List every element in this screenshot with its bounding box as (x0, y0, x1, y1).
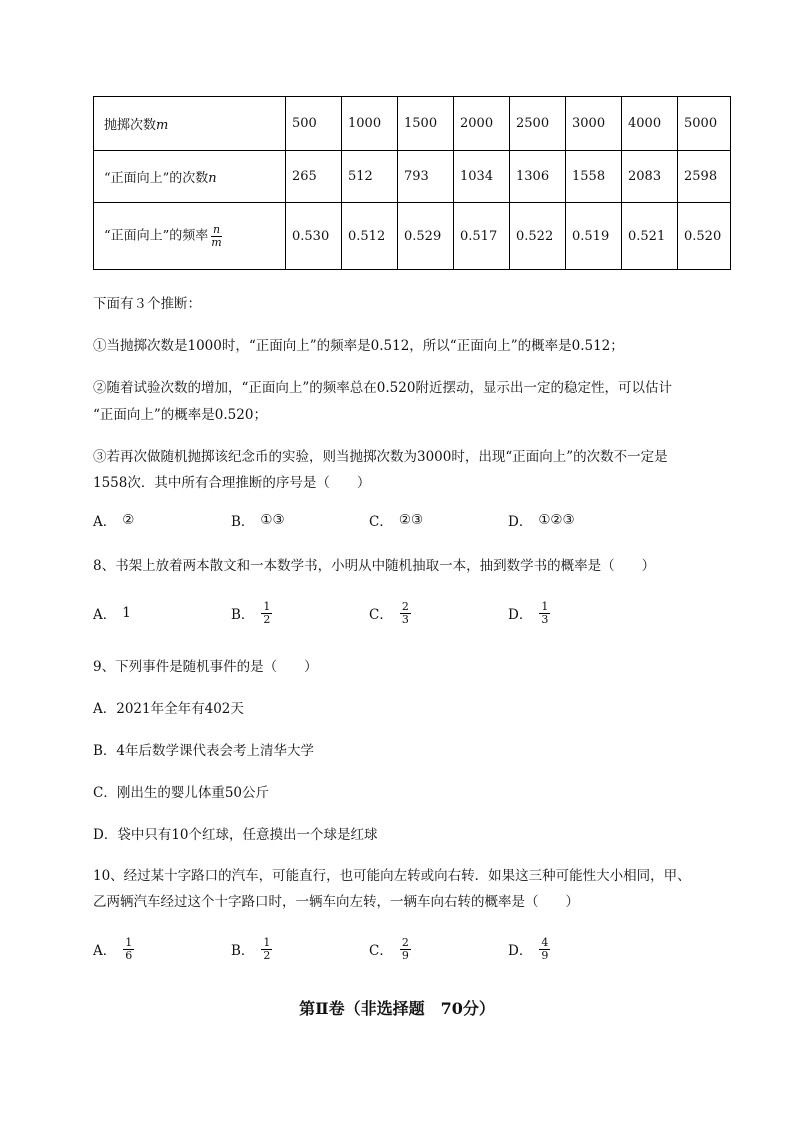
q8-option-a[interactable] (93, 596, 131, 630)
heads-cell: 793 (398, 151, 454, 203)
option-letter: B． (231, 943, 255, 959)
q9-option-a[interactable]: A．2021年全年有402天 (93, 701, 244, 717)
coin-toss-table (93, 96, 731, 270)
q8-option-c[interactable] (369, 596, 412, 630)
q7-option-b[interactable] (231, 503, 285, 537)
q7-inference-3a: ③若再次做随机抛掷该纪念币的实验，则当抛掷次数为3000时，出现“正面向上”的次数不一定是 (93, 449, 668, 465)
option-letter: A． (93, 943, 117, 959)
option-letter: D． (508, 943, 533, 959)
row-header-throws (94, 97, 286, 151)
var-m: m (156, 118, 169, 133)
fraction (261, 937, 272, 961)
fraction-numerator: 2 (401, 599, 409, 613)
table-row-heads (94, 151, 731, 203)
fraction (400, 937, 411, 961)
section-title: 第Ⅱ卷（非选择题 70分） (299, 999, 495, 1018)
fraction-denominator: 3 (541, 612, 549, 626)
table-row-throws (94, 97, 731, 151)
q10-stem-line-2: 乙两辆汽车经过这个十字路口时，一辆车向左转，一辆车向右转的概率是（ ） (93, 894, 579, 910)
heads-cell: 512 (342, 151, 398, 203)
row-header-frequency (94, 203, 286, 270)
throws-cell: 5000 (678, 97, 731, 151)
option-letter: C． (369, 607, 393, 623)
throws-cell: 2500 (510, 97, 566, 151)
option-letter: A． (93, 514, 117, 530)
fraction-denominator: 2 (263, 612, 271, 626)
fraction-numerator: 4 (541, 935, 549, 949)
option-letter: D． (508, 514, 533, 530)
fraction-n-over-m (209, 224, 223, 248)
q7-option-c[interactable] (369, 503, 423, 537)
fraction-denominator: 9 (541, 948, 549, 962)
option-text: ② (122, 512, 135, 528)
option-text: ①③ (260, 512, 285, 528)
q9-option-b[interactable]: B．4年后数学课代表会考上清华大学 (93, 743, 315, 759)
option-text: ②③ (398, 512, 424, 528)
var-n: n (208, 171, 217, 186)
fraction-numerator: 1 (263, 599, 271, 613)
q7-option-d[interactable] (508, 503, 575, 537)
fraction (261, 601, 272, 625)
option-letter: C． (369, 943, 393, 959)
fraction-numerator: 2 (401, 935, 409, 949)
fraction-denominator: 9 (401, 948, 409, 962)
q7-inference-1: ①当抛掷次数是1000时，“正面向上”的频率是0.512，所以“正面向上”的概率是0.512； (93, 338, 624, 354)
frequency-cell: 0.522 (510, 203, 566, 270)
option-letter: C． (369, 514, 393, 530)
option-letter: D． (508, 607, 533, 623)
fraction (539, 937, 550, 961)
q10-stem-line-1: 10、经过某十字路口的汽车，可能直行，也可能向左转或向右转．如果这三种可能性大小相同，甲、 (93, 868, 691, 884)
row-header-heads (94, 151, 286, 203)
heads-label: “正面向上”的次数 (104, 171, 209, 186)
fraction (539, 601, 550, 625)
q8-options (93, 596, 733, 630)
option-text: ①②③ (538, 512, 575, 528)
q10-option-b[interactable] (231, 932, 273, 966)
throws-cell: 2000 (454, 97, 510, 151)
heads-cell: 1034 (454, 151, 510, 203)
option-letter: B． (231, 514, 255, 530)
option-text: 1 (122, 605, 131, 621)
q7-options (93, 503, 733, 537)
q9-option-d[interactable]: D．袋中只有10个红球，任意摸出一个球是红球 (93, 827, 378, 843)
fraction-denominator: 3 (401, 612, 409, 626)
frequency-cell: 0.512 (342, 203, 398, 270)
heads-cell: 2083 (622, 151, 678, 203)
fraction-numerator: 1 (263, 935, 271, 949)
heads-cell: 2598 (678, 151, 731, 203)
frequency-label: “正面向上”的频率 (104, 228, 209, 244)
q8-stem: 8、书架上放着两本散文和一本数学书，小明从中随机抽取一本，抽到数学书的概率是（ ） (93, 558, 656, 574)
q8-option-d[interactable] (508, 596, 551, 630)
fraction (123, 937, 134, 961)
fraction-numerator: 1 (541, 599, 549, 613)
frequency-cell: 0.530 (286, 203, 342, 270)
heads-cell: 265 (286, 151, 342, 203)
frequency-cell: 0.529 (398, 203, 454, 270)
throws-cell: 500 (286, 97, 342, 151)
fraction-denominator: 2 (263, 948, 271, 962)
fraction (400, 601, 411, 625)
fraction-numerator: 1 (125, 935, 133, 949)
throws-label: 抛掷次数 (104, 118, 157, 133)
q7-inference-2b: “正面向上”的概率是0.520； (93, 407, 267, 423)
heads-cell: 1306 (510, 151, 566, 203)
heads-cell: 1558 (566, 151, 622, 203)
table-row-frequency (94, 203, 731, 270)
q10-option-a[interactable] (93, 932, 135, 966)
frequency-cell: 0.517 (454, 203, 510, 270)
q7-intro: 下面有３个推断： (93, 296, 201, 312)
option-letter: A． (93, 607, 117, 623)
q7-inference-2a: ②随着试验次数的增加，“正面向上”的频率总在0.520附近摆动，显示出一定的稳定性，可以估计 (93, 380, 672, 396)
frequency-cell: 0.520 (678, 203, 731, 270)
fraction-numerator: n (212, 222, 221, 236)
frequency-cell: 0.521 (622, 203, 678, 270)
q9-stem: 9、下列事件是随机事件的是（ ） (93, 659, 318, 675)
throws-cell: 3000 (566, 97, 622, 151)
q7-inference-3b: 1558次．其中所有合理推断的序号是（ ） (93, 475, 371, 491)
q10-option-c[interactable] (369, 932, 412, 966)
q7-option-a[interactable] (93, 503, 134, 537)
q10-options (93, 932, 733, 966)
fraction-denominator: m (211, 235, 222, 249)
fraction-denominator: 6 (125, 948, 133, 962)
throws-cell: 1000 (342, 97, 398, 151)
throws-cell: 1500 (398, 97, 454, 151)
frequency-cell: 0.519 (566, 203, 622, 270)
q8-option-b[interactable] (231, 596, 273, 630)
q10-option-d[interactable] (508, 932, 551, 966)
q9-option-c[interactable]: C．刚出生的婴儿体重50公斤 (93, 785, 270, 801)
throws-cell: 4000 (622, 97, 678, 151)
option-letter: B． (231, 607, 255, 623)
